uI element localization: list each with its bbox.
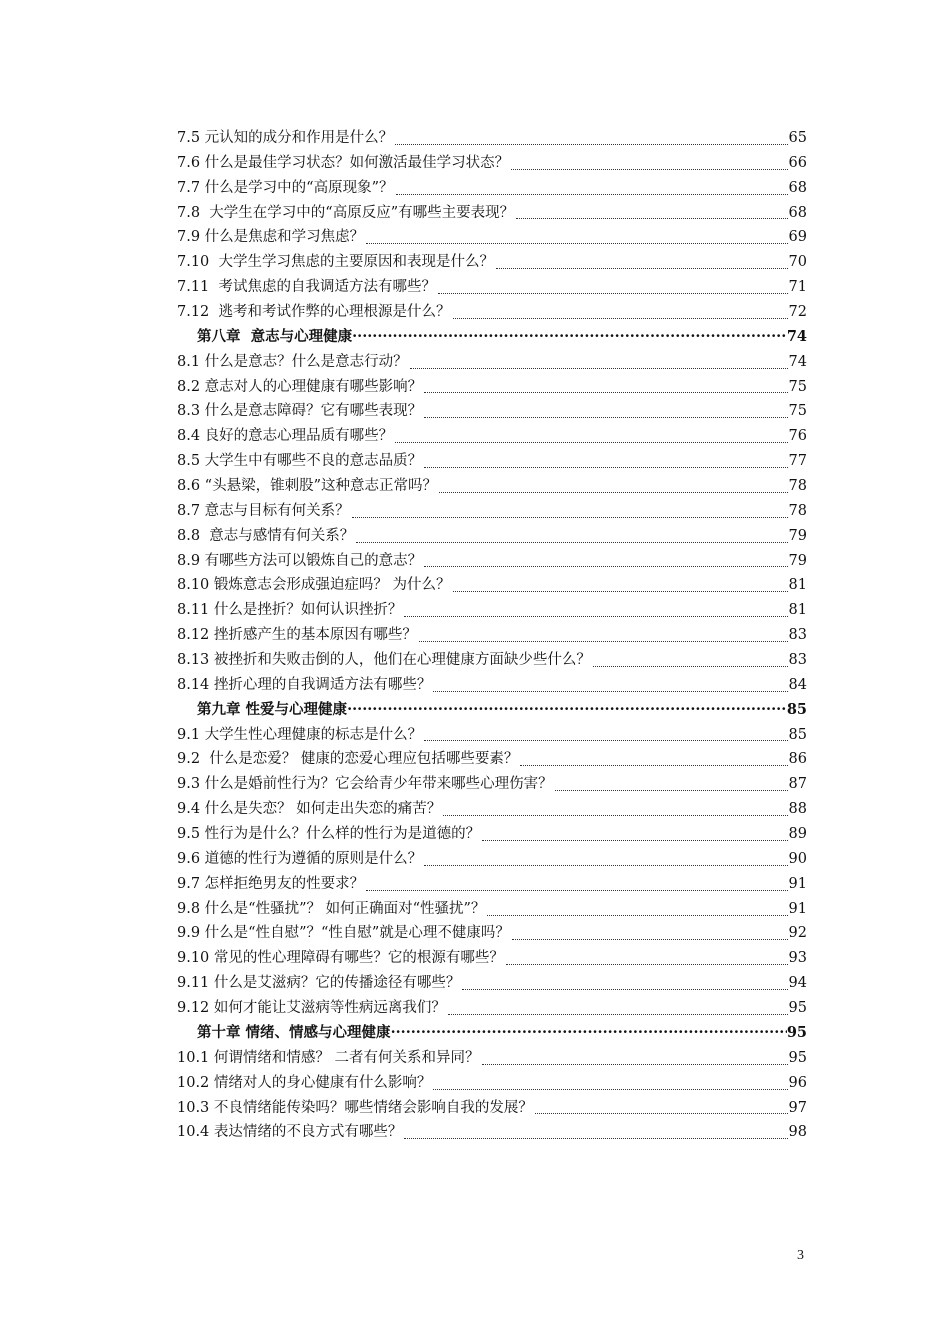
toc-chapter-heading[interactable] bbox=[177, 325, 807, 350]
toc-entry-number: 7.5 bbox=[177, 129, 201, 146]
toc-entry-title bbox=[177, 1096, 533, 1121]
toc-entry-title bbox=[177, 350, 408, 375]
toc-page-number: 68 bbox=[788, 179, 807, 196]
toc-entry-title bbox=[177, 126, 393, 151]
toc-entry-number: 10.4 bbox=[177, 1124, 210, 1141]
toc-entry-title bbox=[177, 673, 431, 698]
toc-entry[interactable] bbox=[177, 250, 807, 275]
dot-leader bbox=[448, 1006, 788, 1015]
toc-page-number: 65 bbox=[788, 129, 807, 146]
toc-page-number: 72 bbox=[788, 304, 807, 320]
toc-entry-text: 情绪、情感与心理健康 bbox=[240, 1023, 391, 1041]
toc-entry-number: 8.8 bbox=[177, 527, 201, 544]
toc-page-number: 97 bbox=[788, 1099, 807, 1116]
toc-entry-number: 7.8 bbox=[177, 204, 201, 221]
toc-entry-title bbox=[177, 499, 350, 524]
toc-entry-text: 什么是“性自慰”？“性自慰”就是心理不健康吗？ bbox=[200, 925, 510, 942]
toc-entry-text: 意志与感情有何关系？ bbox=[200, 527, 355, 544]
toc-entry-number: 9.9 bbox=[177, 925, 201, 942]
toc-entry-title bbox=[177, 176, 394, 201]
toc-chapter-heading[interactable] bbox=[177, 1021, 807, 1046]
toc-page-number: 93 bbox=[788, 950, 807, 967]
toc-entry-number: 9.2 bbox=[177, 751, 201, 768]
toc-entry[interactable] bbox=[177, 723, 807, 748]
toc-entry[interactable] bbox=[177, 1120, 807, 1145]
toc-page-number: 95 bbox=[786, 1023, 807, 1041]
toc-entry-number: 第九章 bbox=[197, 700, 241, 718]
toc-entry-number: 8.6 bbox=[177, 478, 201, 495]
toc-entry-text: 什么是“性骚扰”？ 如何正确面对“性骚扰”？ bbox=[200, 900, 486, 917]
toc-page-number: 88 bbox=[788, 801, 807, 818]
toc-entry-text: 性行为是什么？什么样的性行为是道德的？ bbox=[200, 826, 481, 843]
dot-leader bbox=[404, 608, 787, 617]
dot-leader bbox=[506, 956, 788, 965]
toc-entry-number: 8.4 bbox=[177, 428, 201, 445]
toc-entry-text: 什么是艾滋病？它的传播途径有哪些？ bbox=[209, 975, 461, 992]
toc-entry-number: 8.10 bbox=[177, 577, 210, 594]
toc-entry-text: 道德的性行为遵循的原则是什么？ bbox=[200, 850, 423, 867]
toc-page-number: 85 bbox=[786, 700, 807, 718]
toc-entry-number: 7.10 bbox=[177, 254, 210, 271]
toc-page-number: 71 bbox=[788, 279, 807, 296]
toc-entry[interactable] bbox=[177, 350, 807, 375]
toc-entry-title bbox=[177, 772, 553, 797]
dot-leader bbox=[366, 235, 787, 244]
toc-page-number: 69 bbox=[788, 229, 807, 246]
toc-entry-title bbox=[177, 946, 504, 971]
toc-entry-text: 大学生学习焦虑的主要原因和表现是什么？ bbox=[209, 254, 495, 271]
toc-page-number: 89 bbox=[788, 826, 807, 843]
toc-entry-number: 7.6 bbox=[177, 154, 201, 171]
toc-entry-title bbox=[177, 300, 451, 325]
toc-entry[interactable] bbox=[177, 399, 807, 424]
toc-entry-text: 大学生在学习中的“高原反应”有哪些主要表现？ bbox=[200, 204, 515, 221]
toc-entry-text: 常见的性心理障碍有哪些？它的根源有哪些？ bbox=[209, 950, 504, 967]
toc-entry-text: 挫折心理的自我调适方法有哪些？ bbox=[209, 676, 432, 693]
toc-page-number: 79 bbox=[788, 552, 807, 569]
toc-entry-number: 8.2 bbox=[177, 378, 201, 395]
dot-leader bbox=[352, 325, 787, 350]
toc-entry-title bbox=[177, 847, 422, 872]
toc-entry-title bbox=[177, 1120, 402, 1145]
toc-entry-title bbox=[177, 723, 422, 748]
dot-leader bbox=[424, 732, 787, 741]
dot-leader bbox=[433, 1081, 787, 1090]
toc-page-number: 90 bbox=[788, 850, 807, 867]
toc-entry[interactable] bbox=[177, 897, 807, 922]
toc-entry[interactable] bbox=[177, 772, 807, 797]
dot-leader bbox=[424, 459, 787, 468]
toc-entry-number: 9.8 bbox=[177, 900, 201, 917]
dot-leader bbox=[482, 832, 787, 841]
toc-entry-text: 性爱与心理健康 bbox=[240, 700, 348, 718]
toc-entry-text: 什么是学习中的“高原现象”？ bbox=[200, 179, 394, 196]
dot-leader bbox=[438, 285, 788, 294]
toc-entry-text: 被挫折和失败击倒的人，他们在心理健康方面缺少些什么？ bbox=[209, 652, 591, 669]
toc-page-number: 81 bbox=[788, 602, 807, 619]
toc-entry-text: 考试焦虑的自我调适方法有哪些？ bbox=[209, 279, 437, 296]
toc-entry-title bbox=[177, 151, 509, 176]
toc-entry-number: 8.11 bbox=[177, 602, 210, 619]
toc-entry-number: 9.3 bbox=[177, 776, 201, 793]
toc-entry-text: 锻炼意志会形成强迫症吗？ 为什么？ bbox=[209, 577, 451, 594]
toc-entry-title bbox=[197, 1021, 391, 1046]
toc-entry-number: 8.3 bbox=[177, 403, 201, 420]
toc-page-number: 74 bbox=[786, 327, 807, 345]
toc-entry[interactable] bbox=[177, 946, 807, 971]
toc-entry-text: 逃考和考试作弊的心理根源是什么？ bbox=[209, 304, 451, 320]
dot-leader bbox=[410, 360, 788, 369]
toc-page-number: 95 bbox=[788, 1049, 807, 1066]
dot-leader bbox=[511, 161, 787, 170]
dot-leader bbox=[462, 981, 787, 990]
toc-entry-number: 9.11 bbox=[177, 975, 210, 992]
toc-page-number: 91 bbox=[788, 875, 807, 892]
toc-entry-number: 8.14 bbox=[177, 676, 210, 693]
dot-leader bbox=[424, 409, 787, 418]
toc-entry-title bbox=[177, 275, 436, 300]
dot-leader bbox=[453, 310, 788, 319]
toc-entry[interactable] bbox=[177, 126, 807, 151]
toc-entry[interactable] bbox=[177, 922, 807, 947]
toc-entry-title bbox=[177, 623, 417, 648]
toc-entry-title bbox=[177, 474, 437, 499]
dot-leader bbox=[352, 509, 788, 518]
toc-entry-title bbox=[177, 1046, 480, 1071]
toc-entry-title bbox=[177, 399, 422, 424]
toc-entry[interactable] bbox=[177, 822, 807, 847]
toc-page-number: 85 bbox=[788, 726, 807, 743]
toc-page-number: 79 bbox=[788, 527, 807, 544]
toc-page-number: 75 bbox=[788, 403, 807, 420]
page-number: 3 bbox=[797, 1248, 804, 1263]
toc-entry[interactable] bbox=[177, 549, 807, 574]
toc-page-number: 78 bbox=[788, 502, 807, 519]
dot-leader bbox=[555, 782, 788, 791]
toc-entry-text: 意志与目标有何关系？ bbox=[200, 502, 350, 519]
toc-entry-number: 8.1 bbox=[177, 353, 201, 370]
toc-chapter-heading[interactable] bbox=[177, 698, 807, 723]
toc-page-number: 68 bbox=[788, 204, 807, 221]
dot-leader bbox=[520, 757, 787, 766]
toc-entry-text: 什么是意志障碍？它有哪些表现？ bbox=[200, 403, 423, 420]
toc-entry-number: 10.1 bbox=[177, 1049, 210, 1066]
dot-leader bbox=[443, 807, 787, 816]
toc-entry[interactable] bbox=[177, 300, 807, 325]
toc-entry[interactable] bbox=[177, 996, 807, 1021]
toc-entry-number: 9.12 bbox=[177, 1000, 210, 1017]
toc-entry-text: 情绪对人的身心健康有什么影响？ bbox=[209, 1074, 432, 1091]
toc-entry-number: 8.7 bbox=[177, 502, 201, 519]
toc-page-number: 83 bbox=[788, 627, 807, 644]
toc-entry-number: 第八章 bbox=[197, 327, 241, 345]
toc-entry[interactable] bbox=[177, 573, 807, 598]
toc-page-number: 74 bbox=[788, 353, 807, 370]
toc-entry-title bbox=[177, 375, 422, 400]
toc-entry-title bbox=[177, 598, 402, 623]
toc-page-number: 94 bbox=[788, 975, 807, 992]
toc-entry-number: 9.6 bbox=[177, 850, 201, 867]
toc-page-number: 81 bbox=[788, 577, 807, 594]
toc-entry-title bbox=[177, 549, 422, 574]
toc-page-number: 84 bbox=[788, 676, 807, 693]
toc-entry[interactable] bbox=[177, 275, 807, 300]
toc-entry-title bbox=[197, 698, 347, 723]
toc-page-number: 96 bbox=[788, 1074, 807, 1091]
toc-entry-number: 8.5 bbox=[177, 453, 201, 470]
toc-entry-title bbox=[177, 573, 451, 598]
toc-entry[interactable] bbox=[177, 1096, 807, 1121]
toc-entry-title bbox=[177, 424, 393, 449]
toc-page-number: 78 bbox=[788, 478, 807, 495]
dot-leader bbox=[424, 384, 787, 393]
toc-entry-title bbox=[177, 201, 514, 226]
table-of-contents bbox=[177, 126, 807, 1145]
toc-entry-number: 10.3 bbox=[177, 1099, 210, 1116]
toc-entry-title bbox=[177, 1071, 431, 1096]
toc-entry-text: 大学生中有哪些不良的意志品质？ bbox=[200, 453, 423, 470]
toc-entry-text: 什么是失恋？ 如何走出失恋的痛苦？ bbox=[200, 801, 442, 818]
dot-leader bbox=[516, 210, 787, 219]
toc-page-number: 75 bbox=[788, 378, 807, 395]
toc-page-number: 66 bbox=[788, 154, 807, 171]
toc-page-number: 91 bbox=[788, 900, 807, 917]
dot-leader bbox=[391, 1021, 787, 1046]
toc-entry-number: 9.7 bbox=[177, 875, 201, 892]
toc-entry-title bbox=[177, 648, 591, 673]
toc-entry-number: 7.11 bbox=[177, 279, 210, 296]
dot-leader bbox=[453, 583, 788, 592]
dot-leader bbox=[395, 434, 787, 443]
dot-leader bbox=[366, 882, 787, 891]
toc-entry-number: 10.2 bbox=[177, 1074, 210, 1091]
toc-entry[interactable] bbox=[177, 797, 807, 822]
toc-entry-number: 9.10 bbox=[177, 950, 210, 967]
dot-leader bbox=[487, 907, 787, 916]
toc-entry[interactable] bbox=[177, 375, 807, 400]
toc-page-number: 86 bbox=[788, 751, 807, 768]
toc-entry[interactable] bbox=[177, 971, 807, 996]
toc-entry-text: 不良情绪能传染吗？哪些情绪会影响自我的发展？ bbox=[209, 1099, 533, 1116]
toc-entry-title bbox=[197, 325, 352, 350]
toc-page-number: 76 bbox=[788, 428, 807, 445]
toc-entry[interactable] bbox=[177, 1046, 807, 1071]
toc-entry[interactable] bbox=[177, 598, 807, 623]
toc-page-number: 83 bbox=[788, 652, 807, 669]
toc-entry[interactable] bbox=[177, 176, 807, 201]
toc-entry[interactable] bbox=[177, 449, 807, 474]
toc-entry-title bbox=[177, 971, 460, 996]
toc-entry-text: 挫折感产生的基本原因有哪些？ bbox=[209, 627, 417, 644]
toc-entry-number: 第十章 bbox=[197, 1023, 241, 1041]
toc-entry-title bbox=[177, 250, 494, 275]
toc-entry-title bbox=[177, 524, 354, 549]
toc-entry-number: 7.7 bbox=[177, 179, 201, 196]
toc-entry-title bbox=[177, 449, 422, 474]
toc-entry-number: 8.12 bbox=[177, 627, 210, 644]
toc-entry-number: 7.9 bbox=[177, 229, 201, 246]
toc-entry-text: 什么是恋爱？ 健康的恋爱心理应包括哪些要素？ bbox=[200, 751, 519, 768]
toc-entry[interactable] bbox=[177, 151, 807, 176]
toc-entry-title bbox=[177, 747, 518, 772]
toc-entry[interactable] bbox=[177, 201, 807, 226]
toc-entry-text: 意志与心理健康 bbox=[240, 327, 353, 345]
toc-entry[interactable] bbox=[177, 474, 807, 499]
toc-entry[interactable] bbox=[177, 499, 807, 524]
toc-page-number: 98 bbox=[788, 1124, 807, 1141]
toc-entry[interactable] bbox=[177, 648, 807, 673]
toc-entry[interactable] bbox=[177, 747, 807, 772]
dot-leader bbox=[424, 558, 787, 567]
dot-leader bbox=[439, 484, 788, 493]
toc-entry-text: 大学生性心理健康的标志是什么？ bbox=[200, 726, 423, 743]
toc-entry-number: 8.13 bbox=[177, 652, 210, 669]
toc-entry[interactable] bbox=[177, 524, 807, 549]
dot-leader bbox=[404, 1130, 787, 1139]
dot-leader bbox=[419, 633, 788, 642]
dot-leader bbox=[424, 857, 787, 866]
toc-entry-title bbox=[177, 897, 485, 922]
dot-leader bbox=[347, 698, 787, 723]
toc-entry[interactable] bbox=[177, 1071, 807, 1096]
toc-page-number: 70 bbox=[788, 254, 807, 271]
toc-page-number: 92 bbox=[788, 925, 807, 942]
toc-entry-title bbox=[177, 872, 364, 897]
toc-entry-number: 9.5 bbox=[177, 826, 201, 843]
toc-entry-title bbox=[177, 225, 364, 250]
toc-entry[interactable] bbox=[177, 623, 807, 648]
dot-leader bbox=[535, 1105, 788, 1114]
toc-entry[interactable] bbox=[177, 872, 807, 897]
dot-leader bbox=[395, 136, 787, 145]
dot-leader bbox=[512, 931, 788, 940]
dot-leader bbox=[482, 1056, 788, 1065]
dot-leader bbox=[433, 683, 787, 692]
toc-entry-text: 元认知的成分和作用是什么？ bbox=[200, 129, 394, 146]
toc-entry-text: 何谓情绪和情感？ 二者有何关系和异同？ bbox=[209, 1049, 480, 1066]
toc-entry-text: 意志对人的心理健康有哪些影响？ bbox=[200, 378, 423, 395]
toc-entry-title bbox=[177, 822, 480, 847]
toc-entry-number: 8.9 bbox=[177, 552, 201, 569]
toc-entry[interactable] bbox=[177, 847, 807, 872]
toc-page-number: 87 bbox=[788, 776, 807, 793]
toc-entry-text: 什么是挫折？如何认识挫折？ bbox=[209, 602, 403, 619]
toc-entry-text: 良好的意志心理品质有哪些？ bbox=[200, 428, 394, 445]
toc-entry-number: 7.12 bbox=[177, 304, 210, 320]
toc-entry[interactable] bbox=[177, 424, 807, 449]
toc-entry[interactable] bbox=[177, 225, 807, 250]
toc-entry-text: 什么是焦虑和学习焦虑？ bbox=[200, 229, 365, 246]
toc-entry[interactable] bbox=[177, 673, 807, 698]
toc-entry-text: 表达情绪的不良方式有哪些？ bbox=[209, 1124, 403, 1141]
toc-entry-text: 怎样拒绝男友的性要求？ bbox=[200, 875, 365, 892]
dot-leader bbox=[396, 186, 788, 195]
toc-entry-text: 有哪些方法可以锻炼自己的意志？ bbox=[200, 552, 423, 569]
toc-entry-title bbox=[177, 797, 441, 822]
toc-entry-text: 什么是最佳学习状态？如何激活最佳学习状态？ bbox=[200, 154, 510, 171]
toc-entry-number: 9.4 bbox=[177, 801, 201, 818]
toc-entry-text: “头悬梁，锥刺股”这种意志正常吗？ bbox=[200, 478, 437, 495]
toc-entry-text: 什么是意志？什么是意志行动？ bbox=[200, 353, 408, 370]
toc-page-number: 95 bbox=[788, 1000, 807, 1017]
toc-page-number: 77 bbox=[788, 453, 807, 470]
toc-entry-text: 什么是婚前性行为？它会给青少年带来哪些心理伤害？ bbox=[200, 776, 553, 793]
toc-entry-number: 9.1 bbox=[177, 726, 201, 743]
dot-leader bbox=[496, 260, 788, 269]
toc-entry-text: 如何才能让艾滋病等性病远离我们？ bbox=[209, 1000, 446, 1017]
dot-leader bbox=[593, 658, 788, 667]
dot-leader bbox=[356, 534, 787, 543]
toc-entry-title bbox=[177, 921, 510, 946]
toc-entry-title bbox=[177, 996, 446, 1021]
